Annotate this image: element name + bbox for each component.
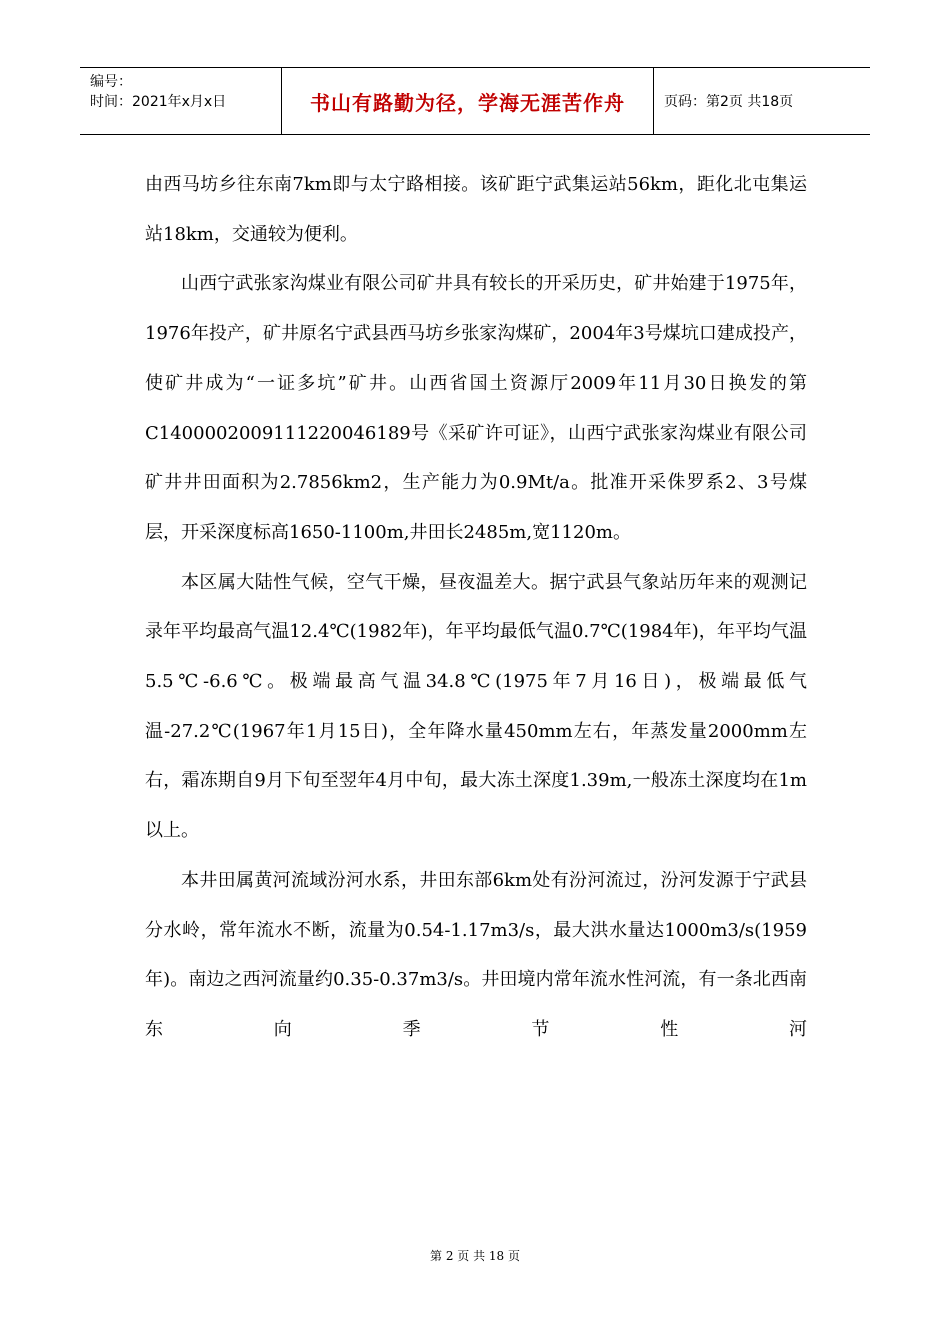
header-meta <box>80 68 282 134</box>
document-date: 时间：2021年x月x日 <box>90 94 227 110</box>
body-text <box>145 160 807 1055</box>
page-footer: 第 2 页 共 18 页 <box>430 1249 520 1263</box>
header-motto-cell <box>282 68 654 134</box>
header-page-cell <box>654 68 870 134</box>
document-number: 编号： <box>90 74 132 90</box>
header-page-info: 页码：第2页 共18页 <box>664 94 794 110</box>
page-header <box>80 67 870 135</box>
header-motto: 书山有路勤为径，学海无涯苦作舟 <box>310 90 625 115</box>
paragraph-continuation: 由西马坊乡往东南7km即与太宁路相接。该矿距宁武集运站56km，距化北屯集运站18km，交通较为便利。 <box>145 174 807 245</box>
paragraph-climate: 本区属大陆性气候，空气干燥，昼夜温差大。据宁武县气象站历年来的观测记录年平均最高气温12.4℃(1982年)，年平均最低气温0.7℃(1984年)，年平均气温5.5℃-6.6℃。极端最高气温34.8℃(1975年7月16日)，极端最低气温-27.2℃(1967年1月15日)，全年降水量450mm左右，年蒸发量2000mm左右，霜冻期自9月下旬至翌年4月中旬，最大冻土深度1.39m,一般冻土深度均在1m以上。 <box>145 571 807 842</box>
paragraph-hydrology: 本井田属黄河流域汾河水系，井田东部6km处有汾河流过，汾河发源于宁武县分水岭，常年流水不断，流量为0.54-1.17m3/s，最大洪水量达1000m3/s(1959年)。南边之西河流量约0.35-0.37m3/s。井田境内常年流水性河流，有一条北西南东向季节性河 <box>145 869 807 1040</box>
paragraph-mine-history: 山西宁武张家沟煤业有限公司矿井具有较长的开采历史，矿井始建于1975年，1976年投产，矿井原名宁武县西马坊乡张家沟煤矿，2004年3号煤坑口建成投产，使矿井成为“一证多坑”矿井。山西省国土资源厅2009年11月30日换发的第C140000200911122004618​9号《采矿许可证》，山西宁武张家沟煤业有限公司矿井井田面积为2.7856km2，生产能力为0.9Mt/a。批准开采侏罗系2、3号煤层，开采深度标高1650-1100m,井田长2485m,宽1120m。 <box>145 273 807 543</box>
